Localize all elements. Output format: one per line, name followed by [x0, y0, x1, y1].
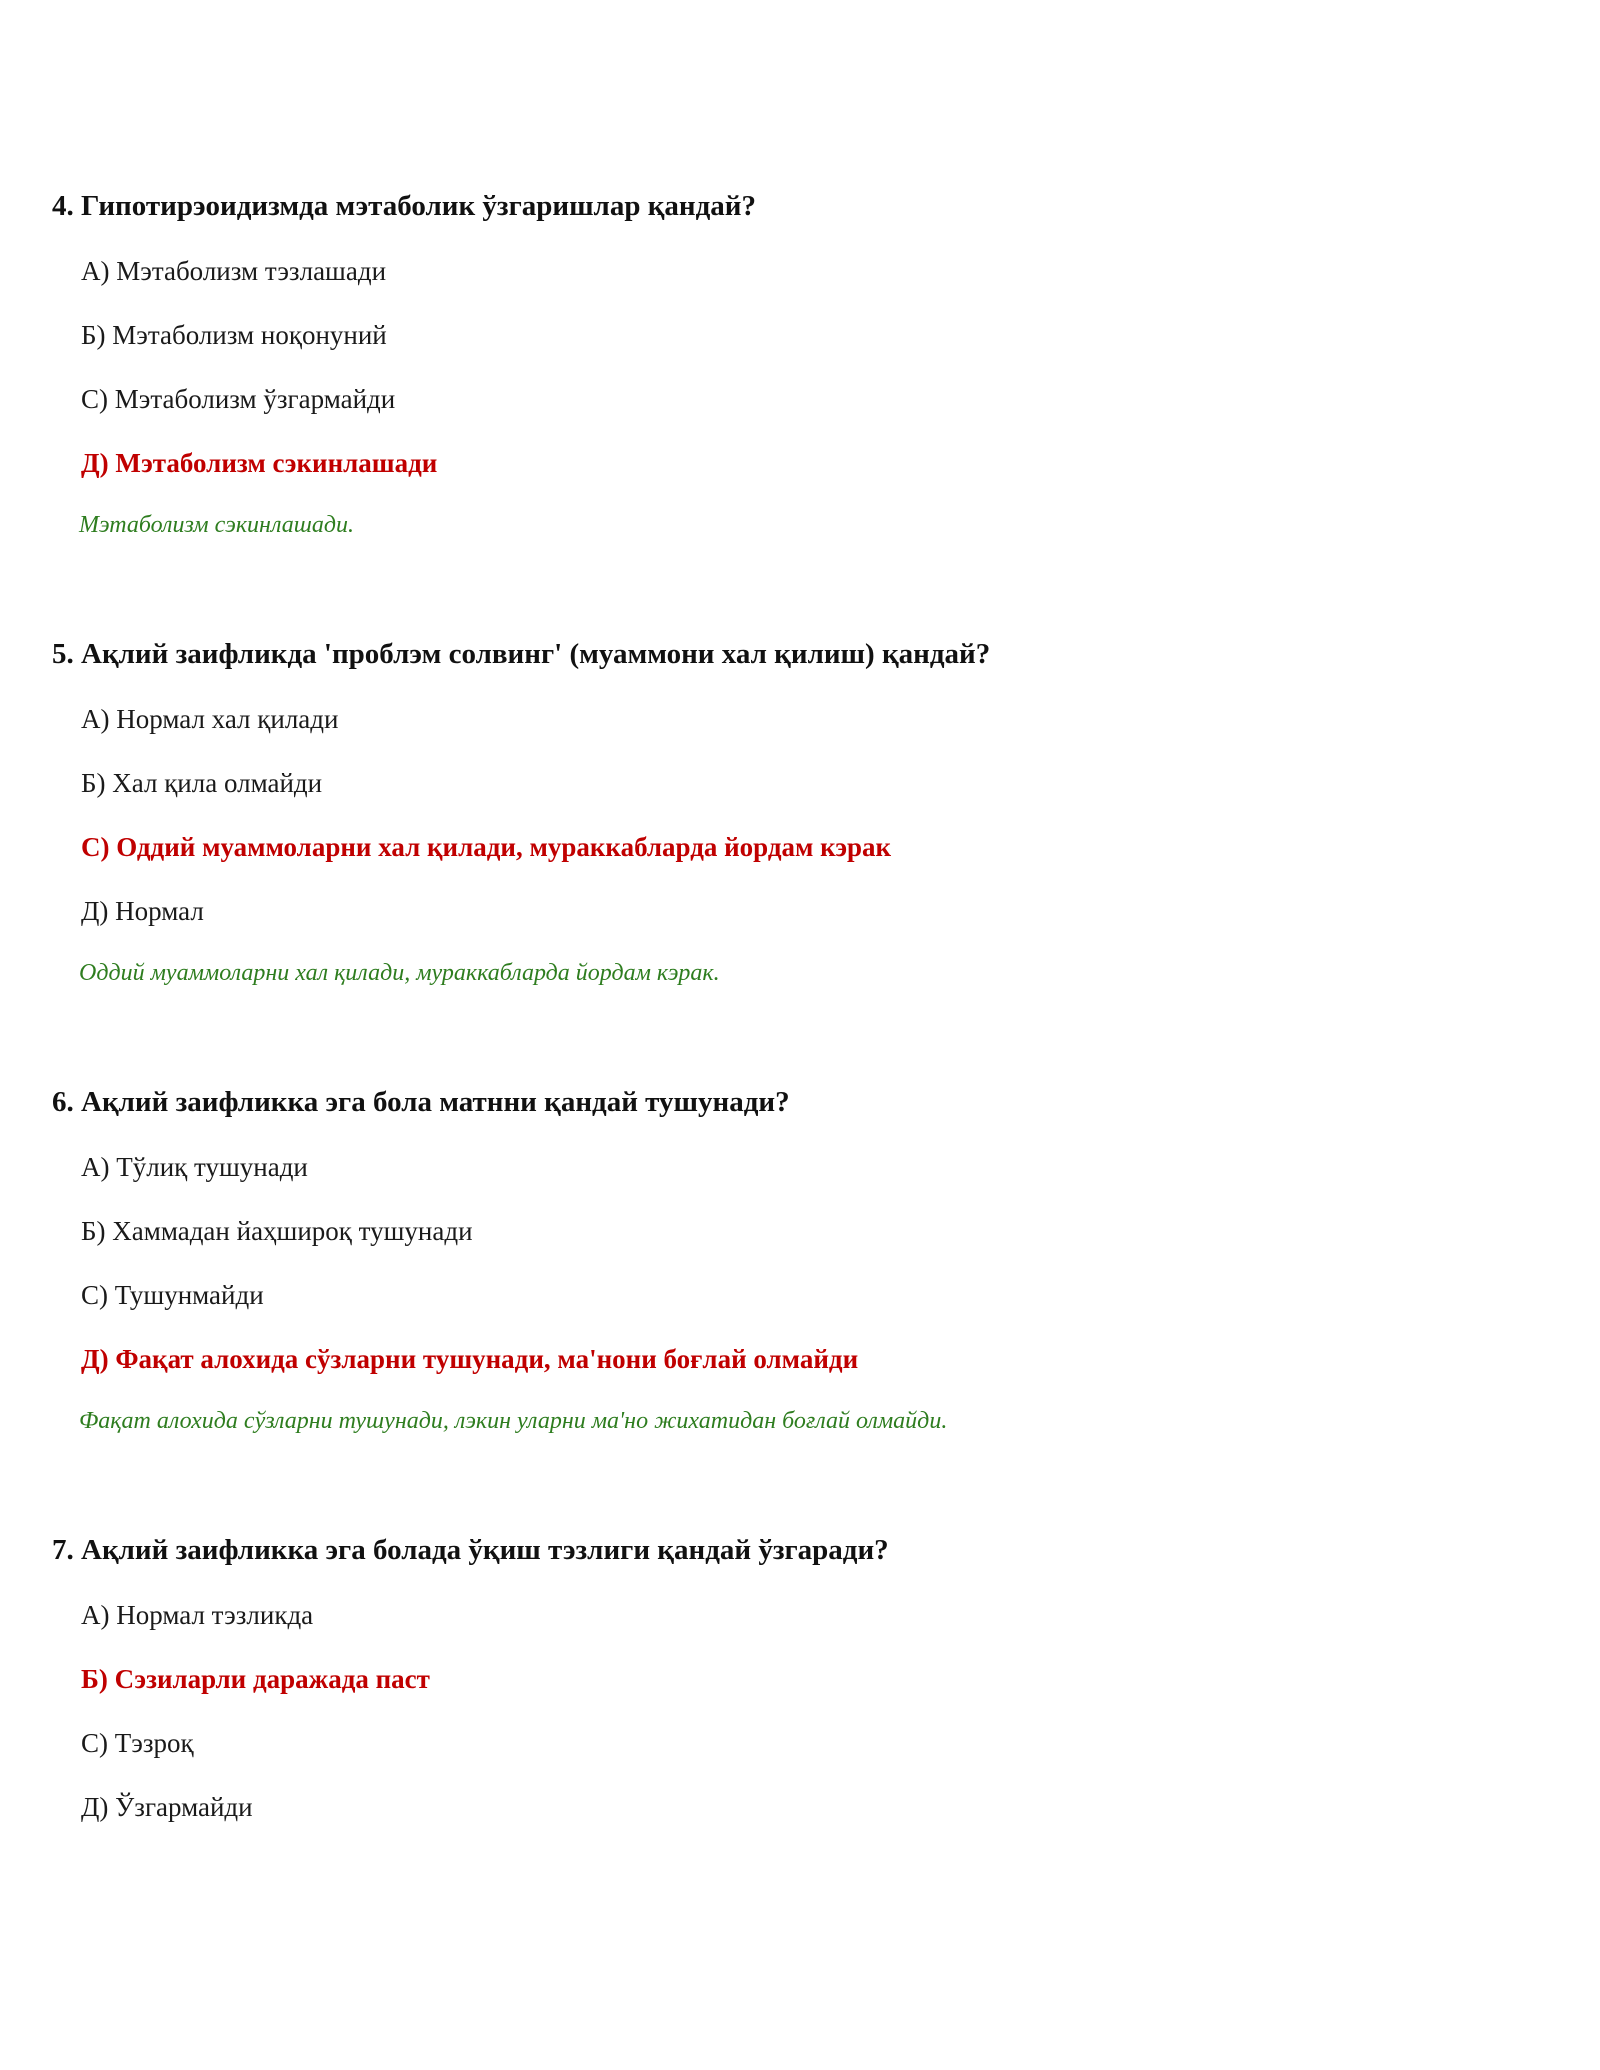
answer-explanation: Мэтаболизм сэкинлашади. [79, 512, 354, 538]
question-block-4 [52, 188, 1532, 540]
question-title: 5. Ақлий заифликда 'проблэм солвинг' (муаммони хал қилиш) қандай? [52, 638, 991, 670]
answer-option-b: Б) Мэтаболизм ноқонуний [81, 320, 387, 350]
answer-option-c-correct: С) Оддий муаммоларни хал қилади, мураккабларда йордам кэрак [81, 832, 892, 862]
question-block-6 [52, 1084, 1532, 1436]
answer-option-d: Д) Нормал [81, 896, 204, 926]
answer-option-d-correct: Д) Фақат алохида сўзларни тушунади, ма'нони боғлай олмайди [81, 1344, 859, 1374]
answer-option-a: А) Нормал хал қилади [81, 704, 339, 734]
question-block-5 [52, 636, 1532, 988]
answer-option-a: А) Тўлиқ тушунади [81, 1152, 308, 1182]
answer-option-c: С) Тэзроқ [81, 1728, 194, 1758]
answer-explanation: Фақат алохида сўзларни тушунади, лэкин уларни ма'но жихатидан боғлай олмайди. [79, 1408, 948, 1434]
answer-explanation: Оддий муаммоларни хал қилади, мураккабларда йордам кэрак. [79, 960, 720, 986]
answer-option-a: А) Нормал тэзликда [81, 1600, 314, 1630]
answer-option-b: Б) Хаммадан йаҳшироқ тушунади [81, 1216, 473, 1246]
answer-option-b-correct: Б) Сэзиларли даражада паст [81, 1664, 430, 1694]
answer-option-b: Б) Хал қила олмайди [81, 768, 323, 798]
answer-option-a: А) Мэтаболизм тэзлашади [81, 256, 387, 286]
question-title: 7. Ақлий заифликка эга болада ўқиш тэзлиги қандай ўзгаради? [52, 1534, 889, 1566]
question-block-7 [52, 1532, 1532, 1824]
question-title: 4. Гипотирэоидизмда мэтаболик ўзгаришлар қандай? [52, 190, 757, 222]
answer-option-c: С) Тушунмайди [81, 1280, 264, 1310]
question-title: 6. Ақлий заифликка эга бола матнни қандай тушунади? [52, 1086, 790, 1118]
answer-option-c: С) Мэтаболизм ўзгармайди [81, 384, 396, 414]
answer-option-d: Д) Ўзгармайди [81, 1792, 253, 1822]
answer-option-d-correct: Д) Мэтаболизм сэкинлашади [81, 448, 438, 478]
